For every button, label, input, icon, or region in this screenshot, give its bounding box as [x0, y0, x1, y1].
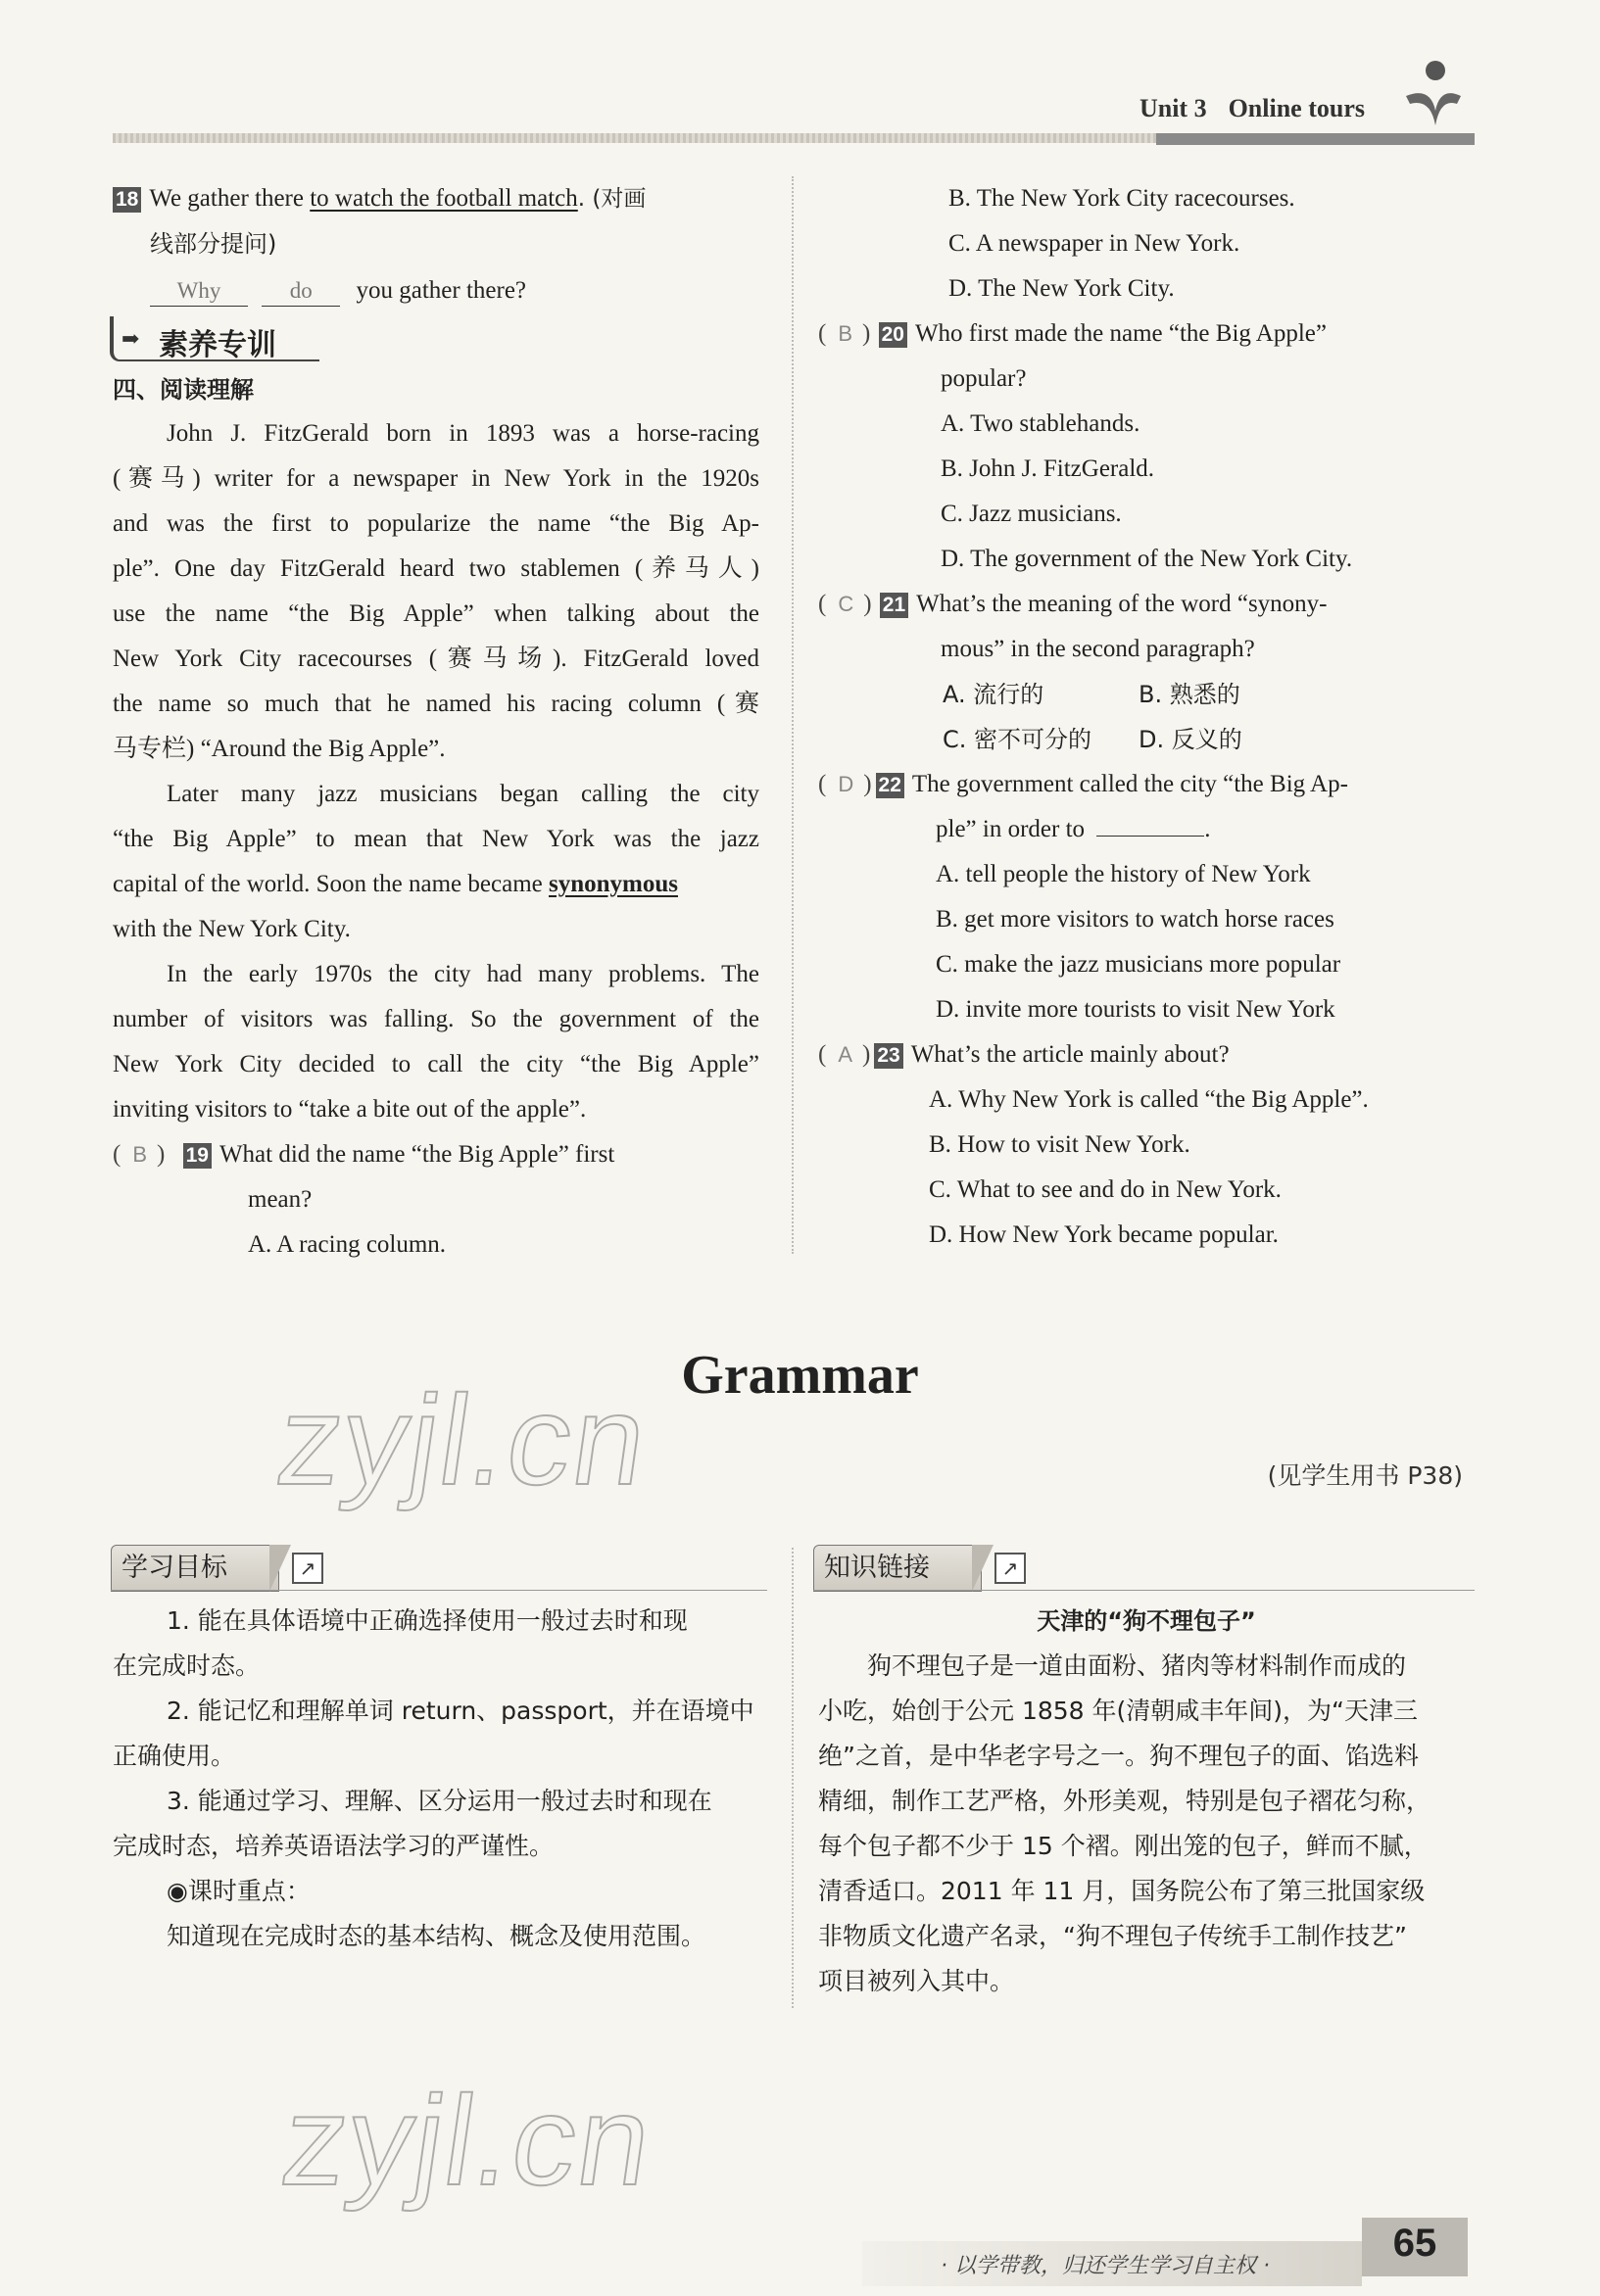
question-number: 21 — [880, 593, 908, 618]
unit-label: Unit 3 — [1139, 94, 1207, 122]
goal-line: 知道现在完成时态的基本结构、概念及使用范围。 — [167, 1922, 706, 1950]
question-18-line2: 线部分提问) — [150, 230, 277, 258]
page-number: 65 — [1392, 2222, 1437, 2265]
goal-line: 3. 能通过学习、理解、区分运用一般过去时和现在 — [167, 1787, 712, 1815]
question-number: 19 — [183, 1143, 212, 1169]
page-header — [1139, 94, 1365, 123]
option-b: B. John J. FitzGerald. — [941, 455, 1155, 482]
passage-line-keyword: capital of the world. Soon the name became synonymous — [113, 871, 678, 897]
knowledge-title: 天津的“狗不理包子” — [1037, 1607, 1256, 1635]
goal-line: 在完成时态。 — [113, 1651, 261, 1680]
option-c: C. What to see and do in New York. — [929, 1176, 1282, 1203]
watermark: zyjl.cn — [268, 1368, 657, 1511]
goal-line: 正确使用。 — [113, 1742, 236, 1770]
option-c: C. make the jazz musicians more popular — [936, 951, 1341, 978]
tab-rule — [813, 1590, 1475, 1591]
passage-line: In the early 1970s the city had many problems. The — [167, 961, 759, 987]
option-a: A. tell people the history of New York — [936, 861, 1311, 887]
book-reader-logo-icon — [1396, 57, 1465, 135]
knowledge-line: 每个包子都不少于 15 个褶。刚出笼的包子，鲜而不腻， — [818, 1832, 1429, 1860]
question-number: 22 — [876, 773, 904, 798]
question-number: 18 — [113, 187, 141, 213]
answer-letter: C — [838, 592, 854, 616]
question-19-stem: mean? — [248, 1186, 313, 1213]
tab-tail — [972, 1545, 994, 1592]
passage-line: New York City racecourses (赛马场). FitzGerald loved — [113, 646, 759, 672]
question-19: ( B ) 19 What did the name “the Big Apple” first — [113, 1141, 615, 1168]
column-divider — [792, 176, 794, 1254]
goal-line: 2. 能记忆和理解单词 return、passport，并在语境中 — [167, 1697, 754, 1725]
passage-line: “the Big Apple” to mean that New York was the jazz — [113, 826, 759, 852]
tab-rule — [111, 1590, 767, 1591]
option-a: A. Two stablehands. — [941, 410, 1140, 437]
goal-line: 1. 能在具体语境中正确选择使用一般过去时和现 — [167, 1606, 688, 1635]
question-21: ( C ) 21 What’s the meaning of the word “synony- — [818, 591, 1328, 617]
answer-letter: D — [838, 772, 854, 796]
passage-line: John J. FitzGerald born in 1893 was a horse-racing — [167, 420, 759, 447]
goal-line: 完成时态，培养英语语法学习的严谨性。 — [113, 1832, 555, 1860]
option-b: B. How to visit New York. — [929, 1131, 1190, 1158]
option-a: A. A racing column. — [248, 1231, 447, 1258]
answer-letter: B — [132, 1142, 148, 1167]
option-row-ab — [943, 680, 1599, 709]
question-18: 18 We gather there to watch the football match. (对画 — [113, 184, 764, 214]
passage-line: ple”. One day FitzGerald heard two stablemen (养马人) — [113, 555, 759, 582]
passage-line: use the name “the Big Apple” when talking about the — [113, 600, 759, 627]
passage-line: number of visitors was falling. So the government of the — [113, 1006, 759, 1032]
option-d: D. How New York became popular. — [929, 1221, 1279, 1248]
footer-motto: · 以学带教，归还学生学习自主权 · — [941, 2254, 1270, 2278]
question-21-stem: mous” in the second paragraph? — [941, 636, 1255, 662]
unit-title: Online tours — [1228, 94, 1365, 122]
option-c: C. A newspaper in New York. — [948, 230, 1240, 257]
option-d: D. The government of the New York City. — [941, 546, 1353, 572]
question-20-stem: popular? — [941, 365, 1027, 392]
passage-line: Later many jazz musicians began calling the city — [167, 781, 759, 807]
knowledge-line: 狗不理包子是一道由面粉、猪肉等材料制作而成的 — [867, 1651, 1407, 1680]
option-row-cd — [943, 725, 1599, 754]
question-number: 20 — [879, 322, 907, 348]
knowledge-line: 清香适口。2011 年 11 月，国务院公布了第三批国家级 — [818, 1877, 1426, 1905]
knowledge-line: 小吃，始创于公元 1858 年(清朝咸丰年间)，为“天津三 — [818, 1697, 1418, 1725]
question-20: ( B ) 20 Who first made the name “the Big Apple” — [818, 320, 1327, 347]
question-22-stem: ple” in order to . — [936, 816, 1211, 842]
tab-knowledge-link: 知识链接 — [813, 1545, 982, 1592]
arrow-up-right-icon: ↗ — [292, 1553, 323, 1584]
option-b: B. get more visitors to watch horse races — [936, 906, 1334, 933]
section-banner: ➡ 素养专训 — [110, 316, 319, 361]
question-number: 23 — [874, 1043, 902, 1069]
arrow-up-right-icon: ↗ — [994, 1553, 1026, 1584]
option-d: D. 反义的 — [1139, 726, 1242, 753]
arrow-right-icon: ➡ — [121, 326, 140, 351]
key-point-label: ◉课时重点： — [167, 1877, 311, 1905]
knowledge-line: 项目被列入其中。 — [818, 1967, 1015, 1995]
tab-tail — [269, 1545, 291, 1592]
passage-line: the name so much that he named his racing column (赛 — [113, 691, 759, 717]
option-b: B. 熟悉的 — [1139, 681, 1240, 708]
passage-line: and was the first to popularize the name “the Big Ap- — [113, 510, 759, 537]
underlined-phrase: to watch the football match — [310, 185, 578, 212]
student-book-reference: (见学生用书 P38) — [1267, 1461, 1463, 1490]
passage-line: with the New York City. — [113, 916, 351, 942]
keyword-synonymous: synonymous — [548, 871, 678, 897]
option-c: C. 密不可分的 — [943, 726, 1092, 753]
knowledge-line: 绝”之首，是中华老字号之一。狗不理包子的面、馅选料 — [818, 1742, 1419, 1770]
section-subtitle: 四、阅读理解 — [113, 376, 254, 404]
question-22: ( D ) 22 The government called the city “the Big Ap- — [818, 771, 1348, 797]
header-rule-accent — [1156, 133, 1475, 145]
option-a: A. 流行的 — [943, 681, 1044, 708]
answer-blank-1: Why — [150, 276, 248, 307]
option-d: D. The New York City. — [948, 275, 1175, 302]
watermark: zyjl.cn — [273, 2069, 662, 2212]
passage-line: (赛马) writer for a newspaper in New York in the 1920s — [113, 465, 759, 492]
option-d: D. invite more tourists to visit New York — [936, 996, 1335, 1023]
answer-letter: A — [838, 1042, 853, 1067]
answer-letter: B — [838, 321, 853, 346]
option-b: B. The New York City racecourses. — [948, 185, 1295, 212]
tab-learning-goals: 学习目标 — [111, 1545, 279, 1592]
passage-line: New York City decided to call the city “the Big Apple” — [113, 1051, 759, 1077]
option-c: C. Jazz musicians. — [941, 501, 1122, 527]
question-23: ( A ) 23 What’s the article mainly about? — [818, 1041, 1230, 1068]
passage-line: 马专栏) “Around the Big Apple”. — [113, 736, 446, 762]
option-a: A. Why New York is called “the Big Apple”. — [929, 1086, 1369, 1113]
knowledge-line: 非物质文化遗产名录，“狗不理包子传统手工制作技艺” — [818, 1922, 1407, 1950]
grammar-heading: Grammar — [681, 1345, 919, 1406]
answer-blank — [1096, 836, 1204, 837]
passage-line: inviting visitors to “take a bite out of the apple”. — [113, 1096, 587, 1123]
knowledge-line: 精细，制作工艺严格，外形美观，特别是包子褶花匀称， — [818, 1787, 1431, 1815]
question-18-answer: Why do you gather there? — [150, 276, 801, 307]
answer-blank-2: do — [262, 276, 340, 307]
